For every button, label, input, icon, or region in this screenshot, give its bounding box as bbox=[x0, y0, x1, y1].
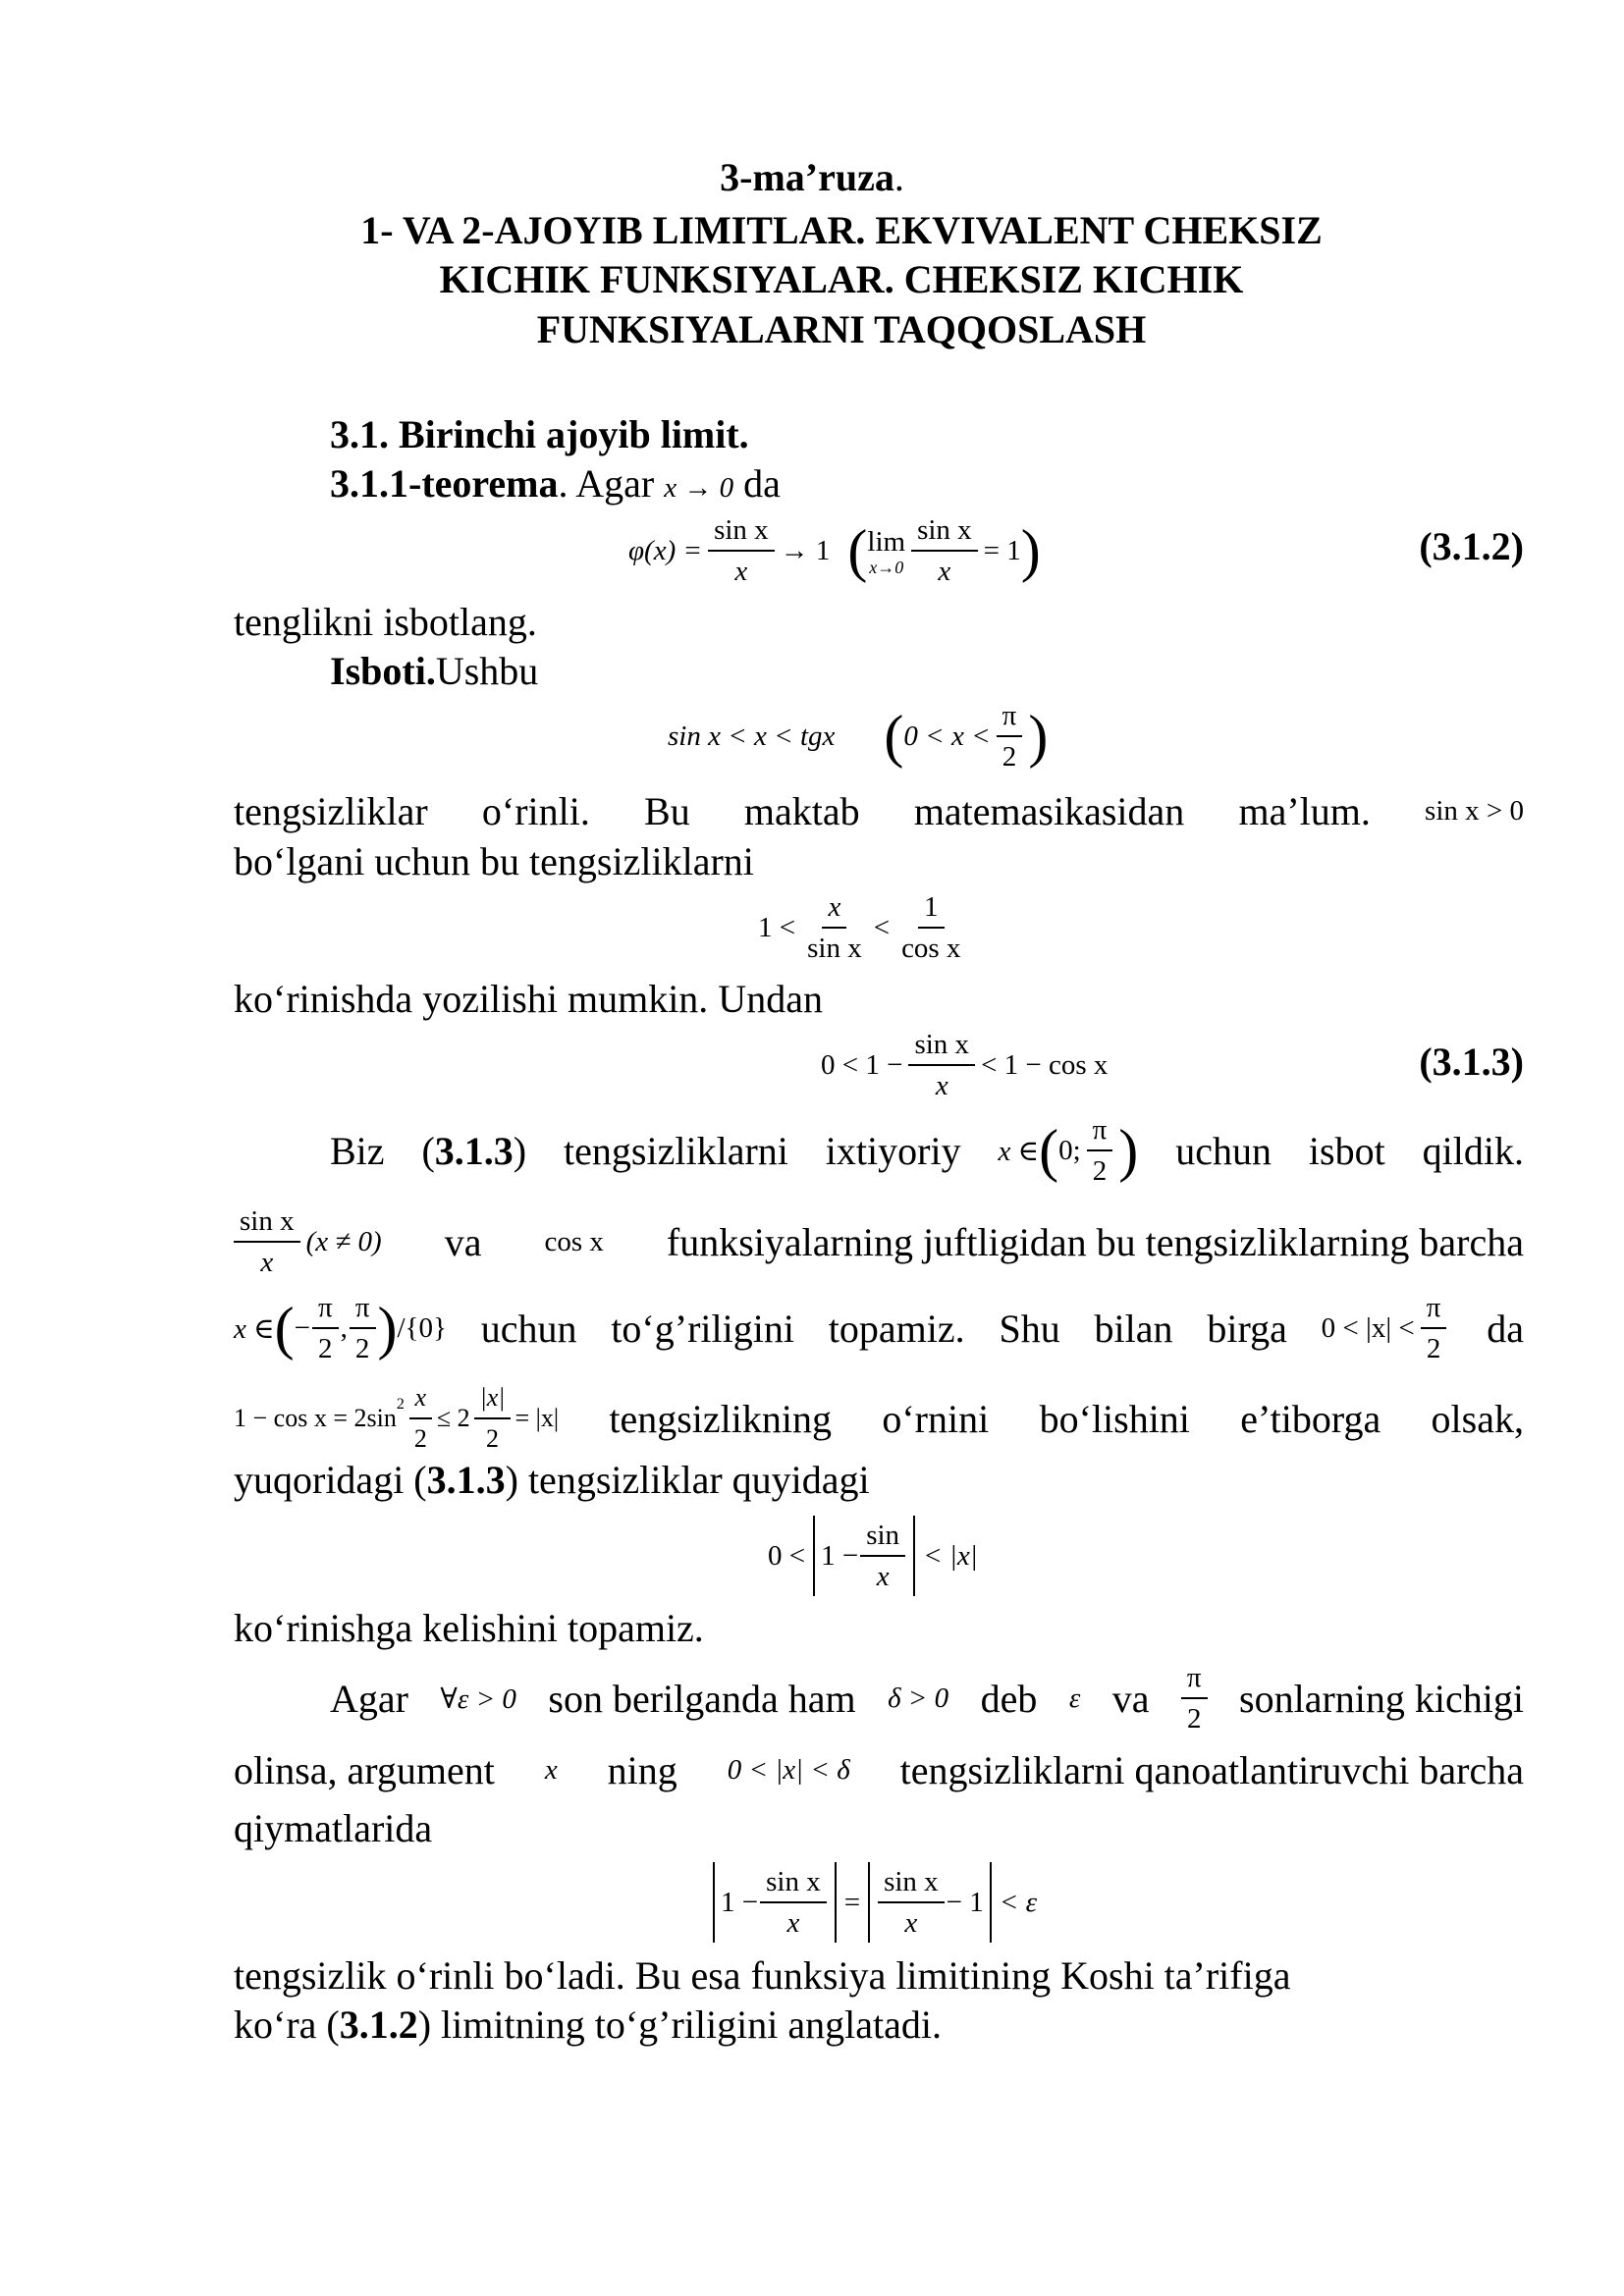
word: da bbox=[1487, 1306, 1524, 1351]
abs-right: $\frac{\text{sin x}}{x}$ − 1 bbox=[868, 1862, 992, 1943]
math-x-to-0: x → 0 bbox=[664, 472, 734, 504]
word: olsak, bbox=[1431, 1396, 1524, 1441]
lt-abs-x: < |x| bbox=[923, 1539, 978, 1572]
title-line-1: 1- VA 2-AJOYIB LIMITLAR. EKVIVALENT CHEKSIZ bbox=[360, 208, 1323, 252]
zero-lt: 0 < bbox=[768, 1539, 806, 1572]
formula-abs-ineq bbox=[768, 1507, 978, 1605]
word: uchun bbox=[1175, 1128, 1272, 1173]
math-x-in-interval: x ∈ ( 0; $\frac{\pi}{2}$ ) bbox=[999, 1110, 1139, 1191]
formula-epsilon bbox=[713, 1853, 1037, 1951]
fraction-pi-2: $\frac{\pi}{2}$ bbox=[997, 696, 1023, 776]
math-x-in-symmetric: x ∈ ( − $\frac{\pi}{2}$ , $\frac{\pi}{2}$ ) /{0} bbox=[234, 1288, 447, 1368]
word: to‘g’riligini bbox=[611, 1306, 794, 1351]
math-sinx-gt-0: sin x > 0 bbox=[1425, 795, 1524, 827]
theorem-text-before: . Agar bbox=[558, 461, 655, 506]
text-line-5 bbox=[234, 1198, 1524, 1286]
theorem-label: 3.1.1-teorema bbox=[330, 461, 559, 506]
text-line-6 bbox=[234, 1284, 1524, 1372]
word: e’tiborga bbox=[1240, 1396, 1381, 1441]
word: ma’lum. bbox=[1238, 789, 1371, 833]
text-line-11 bbox=[234, 1747, 1524, 1793]
eq-1: = 1 bbox=[983, 534, 1021, 566]
math-abs-x-lt-pi-2: 0 < |x| < $\frac{\pi}{2}$ bbox=[1322, 1288, 1453, 1368]
fraction-lim-sinx-over-x: $\frac{\text{sin x}}{x}$ bbox=[911, 510, 978, 591]
word: son berilganda ham bbox=[548, 1676, 856, 1721]
formula-3-1-2 bbox=[628, 507, 1041, 595]
word: Biz bbox=[330, 1128, 385, 1173]
word: maktab bbox=[743, 789, 860, 833]
word: ning bbox=[607, 1748, 677, 1792]
math-pi-over-2: $\frac{\pi}{2}$ bbox=[1181, 1658, 1208, 1738]
word: Bu bbox=[644, 789, 690, 833]
math-cos-identity: 1 − cos x = 2sin $^2$ $\frac{x}{2}$ ≤ 2 $\frac{|x|}{2}$ = |x| bbox=[234, 1378, 559, 1459]
theorem-line bbox=[330, 459, 781, 512]
ineq-sin-x-tg: sin x < x < tgx bbox=[668, 720, 836, 752]
math-cosx: cos x bbox=[544, 1225, 604, 1257]
word: tengsizlikning bbox=[609, 1396, 833, 1441]
word: sonlarning kichigi bbox=[1239, 1676, 1524, 1721]
abs-expression: 1 − $\frac{\sin}{x}$ bbox=[813, 1516, 915, 1596]
phi-x: φ(x) = bbox=[628, 534, 703, 566]
word: tengsizliklar bbox=[234, 789, 428, 833]
word: o‘rinli. bbox=[481, 789, 590, 833]
text-line-2: bo‘lgani uchun bu tengsizliklarni bbox=[234, 839, 754, 883]
word: o‘rnini bbox=[882, 1396, 990, 1441]
word: bilan bbox=[1094, 1306, 1173, 1351]
lt-eps: < ε bbox=[999, 1886, 1038, 1918]
word: tengsizliklarni qanoatlantiruvchi barcha bbox=[899, 1748, 1524, 1792]
formula-sin-ineq bbox=[668, 692, 1048, 780]
math-x: x bbox=[544, 1754, 558, 1786]
word: Shu bbox=[999, 1306, 1060, 1351]
text-line-12: qiymatlarida bbox=[234, 1806, 433, 1850]
section-heading: 3.1. Birinchi ajoyib limit. bbox=[330, 412, 749, 456]
cond-paren-close: ) bbox=[1028, 704, 1049, 769]
text-line-10 bbox=[330, 1659, 1524, 1737]
lt-one-minus-cos: < 1 − cos x bbox=[981, 1048, 1109, 1081]
word: Agar bbox=[330, 1676, 408, 1721]
proof-start: Ushbu bbox=[435, 649, 539, 693]
arrow-1: → 1 bbox=[780, 534, 831, 566]
word: qildik. bbox=[1422, 1128, 1524, 1173]
word: va bbox=[1111, 1676, 1150, 1721]
word: funksiyalarning juftligidan bu tengsizliklarning barcha bbox=[666, 1219, 1524, 1264]
word: olinsa, argument bbox=[234, 1748, 495, 1792]
fraction-sinx-over-x-2: $\frac{\text{sin x}}{x}$ bbox=[908, 1025, 975, 1105]
text-line-13: tengsizlik o‘rinli bo‘ladi. Bu esa funksiya limitining Koshi ta’rifiga bbox=[234, 1953, 1291, 1998]
fraction-1-over-cosx: $\frac{1}{\text{cos x}}$ bbox=[895, 887, 966, 968]
paren-open: ( bbox=[847, 518, 868, 583]
equals: = bbox=[843, 1886, 861, 1918]
fraction-sinx-over-x: $\frac{\text{sin x}}{x}$ bbox=[708, 510, 775, 591]
text-line-14: ko‘ra (3.1.2) limitning to‘g’riligini anglatadi. bbox=[234, 2002, 942, 2047]
cond-text: 0 < x < bbox=[903, 720, 991, 752]
text-line-8: yuqoridagi (3.1.3) tengsizliklar quyidagi bbox=[234, 1458, 870, 1502]
eq-number-3-1-3: (3.1.3) bbox=[1419, 1040, 1524, 1084]
word: bo‘lishini bbox=[1039, 1396, 1190, 1441]
math-forall-eps: ∀ε > 0 bbox=[440, 1682, 516, 1715]
lim-block: lim x→0 bbox=[867, 525, 906, 577]
fraction-x-over-sinx: $\frac{x}{\text{sin x}}$ bbox=[801, 887, 868, 968]
math-eps: ε bbox=[1068, 1682, 1081, 1714]
math-sinx-over-x-ne0: $\frac{\text{sin x}}{x}$ (x ≠ 0) bbox=[234, 1201, 382, 1282]
text-line-9: ko‘rinishga kelishini topamiz. bbox=[234, 1606, 704, 1650]
lecture-dot: . bbox=[893, 155, 904, 199]
zero-lt-one-minus: 0 < 1 − bbox=[821, 1048, 903, 1081]
paren-close: ) bbox=[1020, 518, 1041, 583]
title-line-2: KICHIK FUNKSIYALAR. CHEKSIZ KICHIK bbox=[439, 257, 1244, 301]
word: topamiz. bbox=[828, 1306, 965, 1351]
proof-line bbox=[330, 647, 538, 696]
text-line-4 bbox=[330, 1111, 1524, 1190]
formula-3-1-3 bbox=[821, 1021, 1108, 1109]
lt: < bbox=[873, 911, 891, 943]
cond-paren-open: ( bbox=[884, 704, 904, 769]
word: deb bbox=[980, 1676, 1038, 1721]
formula-1-lt-x-sinx bbox=[758, 883, 972, 972]
one-lt: 1 < bbox=[758, 911, 796, 943]
abs-left: 1 − $\frac{\text{sin x}}{x}$ bbox=[713, 1862, 837, 1943]
word: birga bbox=[1207, 1306, 1287, 1351]
proof-label: Isboti. bbox=[330, 649, 436, 693]
theorem-text-after: da bbox=[743, 461, 781, 506]
title-line-3: FUNKSIYALARNI TAQQOSLASH bbox=[536, 307, 1147, 351]
word: matemasikasidan bbox=[913, 789, 1185, 833]
ref-3-1-3: (3.1.3) bbox=[421, 1128, 527, 1173]
math-abs-x-delta: 0 < |x| < δ bbox=[727, 1754, 850, 1786]
word: uchun bbox=[480, 1306, 577, 1351]
word: ixtiyoriy bbox=[825, 1128, 961, 1173]
word: isbot bbox=[1308, 1128, 1385, 1173]
lecture-number bbox=[0, 153, 1624, 202]
text-line-7 bbox=[234, 1374, 1524, 1463]
word: va bbox=[444, 1219, 482, 1264]
eq-number-3-1-2: (3.1.2) bbox=[1419, 524, 1524, 568]
math-delta-gt-0: δ > 0 bbox=[888, 1682, 949, 1714]
prove-text: tenglikni isbotlang. bbox=[234, 600, 537, 644]
word: tengsizliklarni bbox=[564, 1128, 788, 1173]
text-line-1 bbox=[234, 788, 1524, 834]
text-line-3: ko‘rinishda yozilishi mumkin. Undan bbox=[234, 977, 823, 1021]
lecture-label: 3-ma’ruza bbox=[720, 155, 894, 199]
